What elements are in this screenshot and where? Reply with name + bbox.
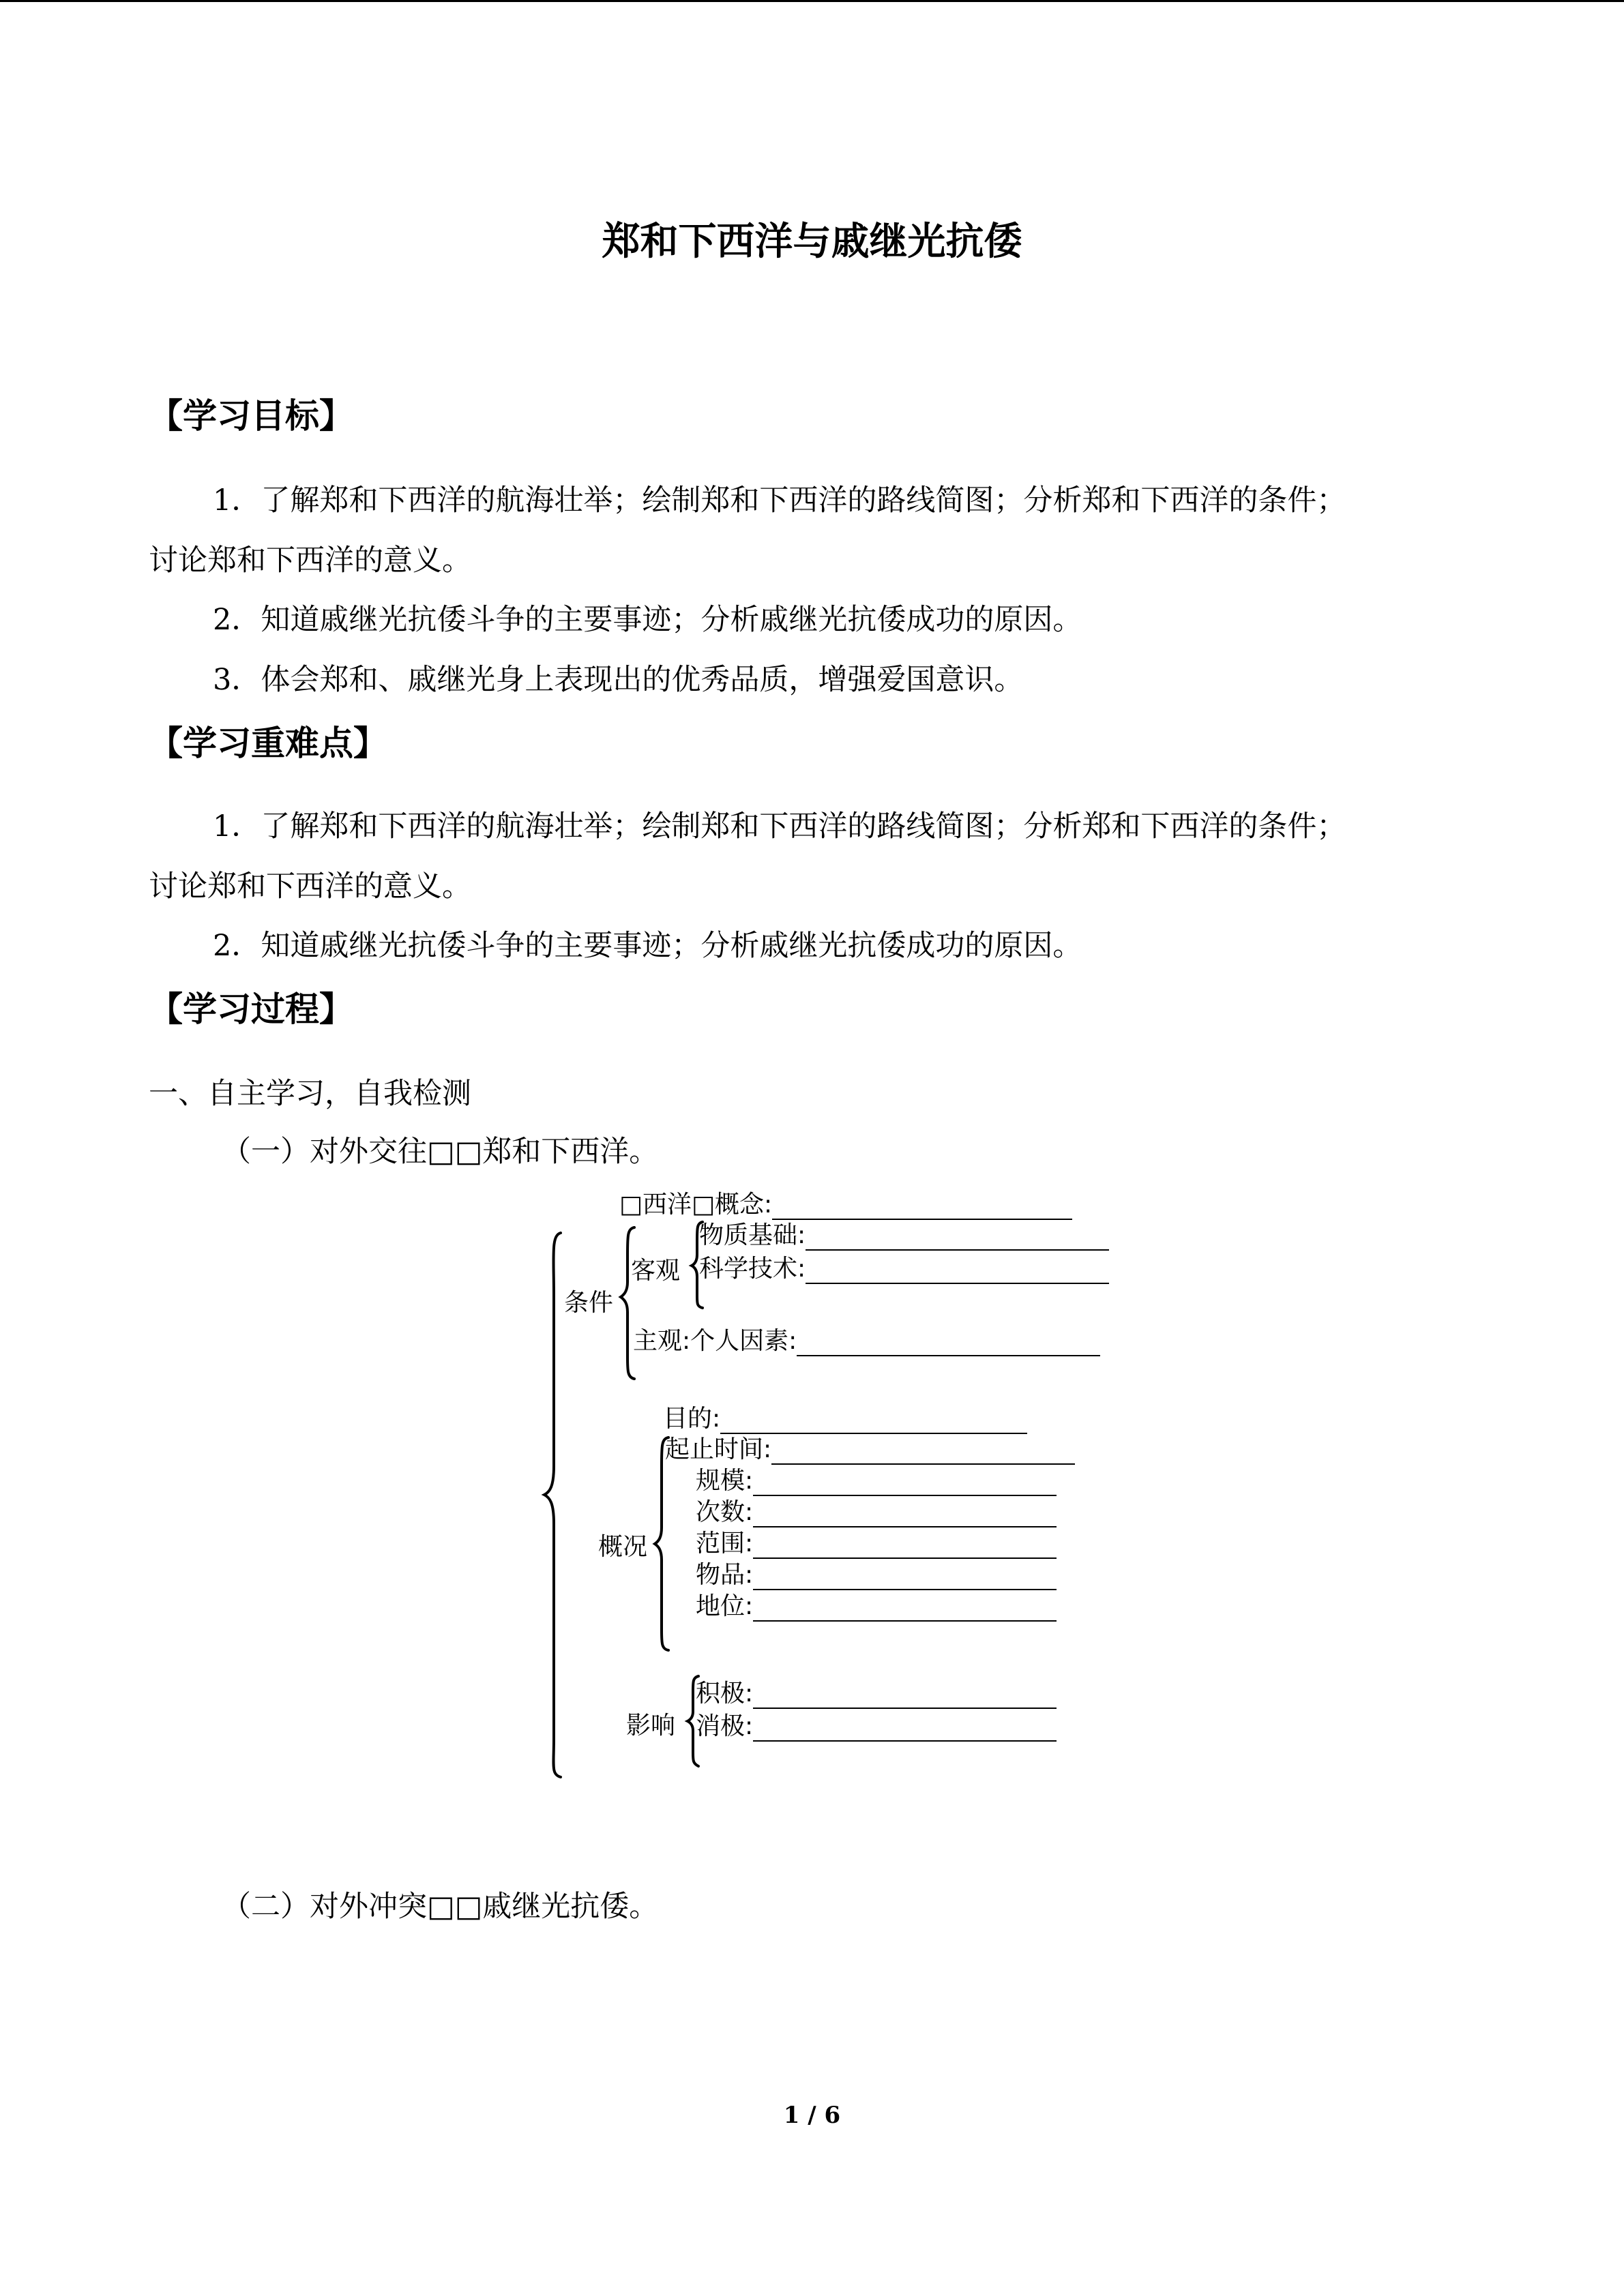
objective-item: 3．体会郑和、戚继光身上表现出的优秀品质，增强爱国意识。 (213, 663, 1024, 697)
xiyang-concept-label: □西洋□概念: (619, 1185, 1072, 1220)
process-part1: 一、自主学习，自我检测 (149, 1077, 471, 1111)
conditions-bracket (621, 1227, 634, 1379)
negative-label: 消极: (696, 1707, 1057, 1742)
conditions-label: 条件 (564, 1289, 614, 1317)
page-title: 郑和下西洋与戚继光抗倭 (602, 219, 1022, 264)
objective-label: 客观 (631, 1257, 681, 1285)
purpose-label: 目的: (663, 1399, 1027, 1434)
scale-label: 规模: (696, 1461, 1057, 1496)
count-label: 次数: (696, 1493, 1057, 1527)
impact-label: 影响 (626, 1712, 676, 1740)
objective-item: 2．知道戚继光抗倭斗争的主要事迹；分析戚继光抗倭成功的原因。 (213, 603, 1082, 637)
overview-bracket (655, 1437, 668, 1650)
key-point-item: 讨论郑和下西洋的意义。 (149, 869, 471, 904)
status-label: 地位: (696, 1587, 1057, 1622)
process-sub2: （二）对外冲突□□戚继光抗倭。 (222, 1890, 659, 1924)
process-heading: 【学习过程】 (149, 989, 353, 1029)
goods-label: 物品: (696, 1555, 1057, 1590)
overview-label: 概况 (598, 1533, 648, 1561)
science-tech-label: 科学技术: (699, 1249, 1109, 1284)
process-sub1: （一）对外交往□□郑和下西洋。 (222, 1135, 659, 1169)
key-points-heading: 【学习重难点】 (149, 723, 387, 763)
objective-item: 讨论郑和下西洋的意义。 (149, 543, 471, 578)
key-point-item: 1．了解郑和下西洋的航海壮举；绘制郑和下西洋的路线简图；分析郑和下西洋的条件； (213, 809, 1346, 844)
range-label: 范围: (696, 1524, 1057, 1559)
start-end-time-label: 起止时间: (665, 1430, 1075, 1465)
subjective-label: 主观:个人因素: (633, 1322, 1100, 1356)
positive-label: 积极: (696, 1674, 1057, 1709)
key-point-item: 2．知道戚继光抗倭斗争的主要事迹；分析戚继光抗倭成功的原因。 (213, 929, 1082, 963)
objectives-heading: 【学习目标】 (149, 396, 353, 436)
objective-item: 1．了解郑和下西洋的航海壮举；绘制郑和下西洋的路线简图；分析郑和下西洋的条件； (213, 483, 1346, 518)
material-basis-label: 物质基础: (699, 1216, 1109, 1251)
page-number: 1 / 6 (783, 2102, 841, 2129)
main-bracket (544, 1233, 561, 1777)
